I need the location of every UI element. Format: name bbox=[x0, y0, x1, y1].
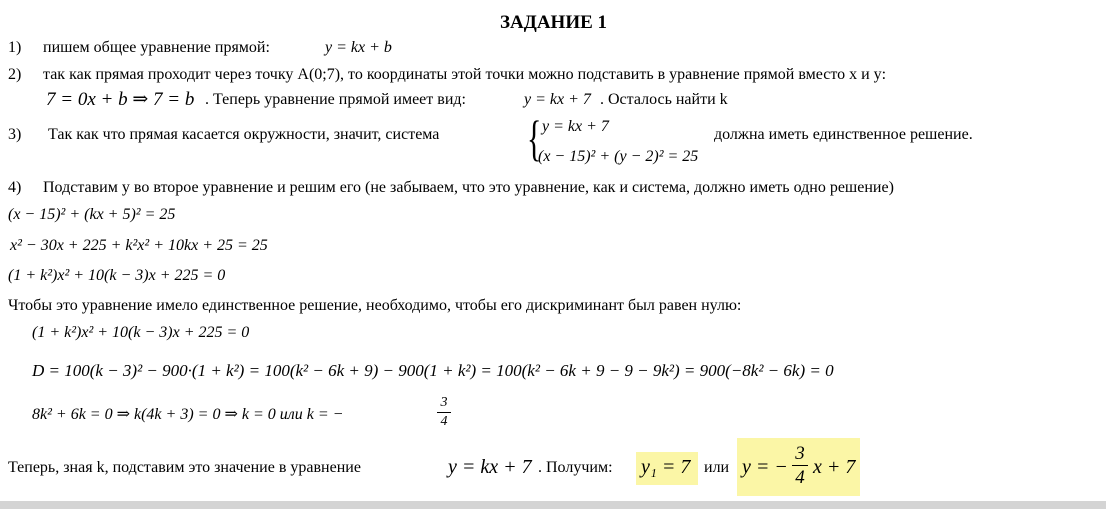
answer-1: y₁ = 7 bbox=[641, 456, 691, 478]
item-text: Подставим y во второе уравнение и решим его (не забываем, что это уравнение, как и система, должно иметь одно решение) bbox=[43, 179, 894, 196]
formula: y = kx + b bbox=[325, 39, 392, 56]
condition-text: Чтобы это уравнение имело единственное решение, необходимо, чтобы его дискриминант был равен нулю: bbox=[8, 297, 742, 314]
formula: 7 = 0x + b ⇒ 7 = b bbox=[46, 89, 195, 110]
final-formula: y = kx + 7 bbox=[448, 456, 532, 478]
equation-2: x² − 30x + 225 + k²x² + 10kx + 25 = 25 bbox=[10, 237, 268, 254]
or-text: или bbox=[704, 459, 730, 476]
formula: y = kx + 7 bbox=[524, 91, 591, 108]
item-number: 2) bbox=[8, 66, 22, 83]
item-number: 4) bbox=[8, 179, 22, 196]
fraction-denominator: 4 bbox=[795, 467, 805, 488]
system-eq2: (x − 15)² + (y − 2)² = 25 bbox=[538, 148, 699, 165]
bottom-bar bbox=[0, 501, 1106, 509]
final-text: Теперь, зная k, подставим это значение в уравнение bbox=[8, 459, 361, 476]
item-text: так как прямая проходит через точку А(0;7), то координаты этой точки можно подставить в уравнение прямой вместо x и y: bbox=[43, 66, 887, 83]
equation-4: (1 + k²)x² + 10(k − 3)x + 225 = 0 bbox=[32, 324, 250, 341]
item-text: пишем общее уравнение прямой: bbox=[43, 39, 270, 56]
equation-5: D = 100(k − 3)² − 900·(1 + k²) = 100(k² − 6k + 9) − 900(1 + k²) = 100(k² − 6k + 9 − 9 − 9k²) = 900(−8k² − 6k) = 0 bbox=[32, 361, 834, 380]
system-brace: { bbox=[527, 110, 542, 166]
answer-2-prefix: y = − bbox=[742, 456, 788, 478]
item-text: Так как что прямая касается окружности, значит, система bbox=[48, 126, 440, 143]
fraction-numerator: 3 bbox=[795, 443, 805, 464]
fraction-numerator: 3 bbox=[440, 395, 448, 410]
equation-3: (1 + k²)x² + 10(k − 3)x + 225 = 0 bbox=[8, 267, 226, 284]
fraction bbox=[792, 444, 808, 487]
item-number: 3) bbox=[8, 126, 22, 143]
fraction-bar bbox=[437, 412, 451, 413]
answer-2-suffix: x + 7 bbox=[813, 456, 856, 478]
system-eq1: y = kx + 7 bbox=[542, 118, 609, 135]
fraction bbox=[437, 396, 451, 429]
equation-1: (x − 15)² + (kx + 5)² = 25 bbox=[8, 206, 176, 223]
fraction-bar bbox=[792, 465, 808, 466]
fraction-denominator: 4 bbox=[440, 414, 448, 429]
final-get-text: . Получим: bbox=[538, 459, 613, 476]
item-text: . Теперь уравнение прямой имеет вид: bbox=[205, 91, 466, 108]
equation-6: 8k² + 6k = 0 ⇒ k(4k + 3) = 0 ⇒ k = 0 или k = − bbox=[32, 406, 344, 423]
page-title: ЗАДАНИЕ 1 bbox=[500, 12, 608, 33]
item-text: должна иметь единственное решение. bbox=[714, 126, 973, 143]
item-text: . Осталось найти k bbox=[600, 91, 728, 108]
item-number: 1) bbox=[8, 39, 22, 56]
